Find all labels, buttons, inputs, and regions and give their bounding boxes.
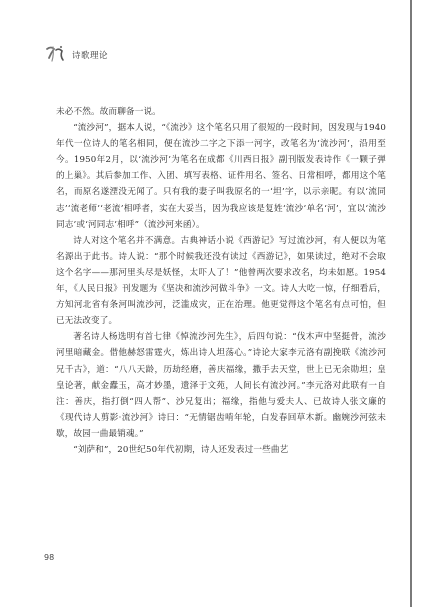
section-title: 诗歌理论 bbox=[72, 51, 109, 61]
paragraph: “流沙河”，据本人说，“《流沙》这个笔名只用了很短的一段时间，因发现与1940年代一位诗人的笔名相同，便在流沙二字之下添一河字，改笔名为‘流沙河’，沿用至今。1950年2月，以‘流沙河’为笔名在成都《川西日报》副刊版发表诗作《一颗子弹的上巢》。其后参加工作、入团、填写表格、证件用名、签名、日常相呼，都用这个笔名，而原名遂湮没无闻了。只有我的妻子叫我原名的一‘坦’字，以示亲昵。有以‘流同志’‘流老师’‘老流’相呼者，实在大妥当，因为我应该是复姓‘流沙’单名‘河’，宜以‘流沙同志’或‘河同志’相呼”（流沙河来函）。 bbox=[56, 123, 386, 230]
paragraph: 未必不然。故而聊备一说。 bbox=[56, 107, 161, 117]
article-body bbox=[56, 104, 386, 458]
paragraph: “刘萨和”，20世纪50年代初期，诗人还发表过一些曲艺 bbox=[73, 444, 289, 455]
running-header bbox=[44, 42, 108, 64]
page-number: 98 bbox=[44, 553, 55, 562]
page-edge-rule bbox=[410, 0, 412, 607]
paragraph: 诗人对这个笔名并不满意。古典神话小说《西游记》写过流沙河，有人便以为笔名源出于此书。诗人说：“那个时候我还没有读过《西游记》，如果读过，绝对不会取这个名字——那河里头尽是妖怪，太吓人了！”他曾两次要求改名，均未如愿。1954年，《人民日报》刊发题为《坚决和流沙河做斗争》一文。诗人大吃一惊，仔细看后，方知河北省有条河叫流沙河，泛滥成灾，正在治理。他更觉得这个笔名有点可怕，但已无法改变了。 bbox=[56, 235, 386, 327]
paragraph: 著名诗人杨选明有首七律《悼流沙河先生》，后四句说：“伐木声中坚挺骨，流沙河里暗藏金。借他赫怒雷霆火，炼出诗人坦荡心。”诗论大家李元洛有副挽联《流沙河兄千古》，道：“八八天龄，历劫经磨，善庆福缘，撒手去天堂，世上已无余勋坦；皇皇论著，献金蠹玉，高才妙墨，遗泽于文苑，人间长有流沙河。”李元洛对此联有一自注：善庆，指打倒“四人帮”、沙兄复出；福缘，指他与爱夫人、已故诗人张文廉的《现代诗人剪影·流沙河》诗曰：“无情锯齿啃年轮，白发春回草木新。幽婉沙河弦未歇，故园一曲最销魂。” bbox=[56, 332, 386, 439]
calligraphy-brush-mark-icon bbox=[44, 44, 66, 64]
